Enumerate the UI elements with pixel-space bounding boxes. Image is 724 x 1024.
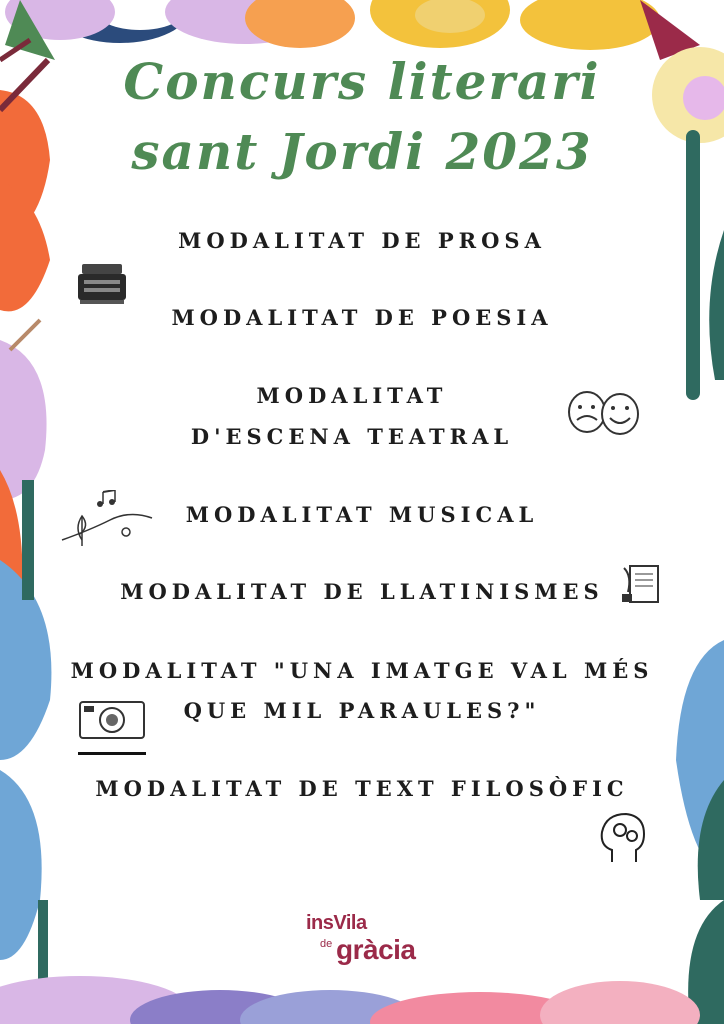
modality-prose: MODALITAT DE PROSA: [178, 228, 546, 253]
logo-text-gracia: gràcia: [336, 934, 416, 965]
modality-poetry: MODALITAT DE POESIA: [171, 305, 553, 330]
theatre-masks-icon: [565, 390, 645, 438]
school-logo: [306, 912, 424, 972]
modality-music: MODALITAT MUSICAL: [185, 502, 539, 527]
modality-latinisms: MODALITAT DE LLATINISMES: [120, 579, 604, 604]
camera-icon: [78, 698, 148, 758]
brain-gears-icon: [598, 810, 648, 866]
modality-philosophy: MODALITAT DE TEXT FILOSÒFIC: [95, 776, 629, 801]
typewriter-icon: [76, 260, 128, 306]
logo-text-ins-vila: insVila: [306, 912, 367, 934]
title-line-2: sant Jordi 2023: [131, 122, 593, 181]
logo-text-de: de: [320, 938, 333, 950]
modality-theatre-line-1: MODALITAT: [256, 383, 448, 408]
scroll-quill-icon: [620, 562, 664, 606]
modality-image-line-1: MODALITAT "UNA IMATGE VAL MÉS: [70, 658, 654, 683]
modality-theatre-line-2: D'ESCENA TEATRAL: [190, 424, 514, 449]
modality-image-line-2: QUE MIL PARAULES?": [183, 698, 541, 723]
music-notes-icon: [60, 490, 156, 550]
title-line-1: Concurs literari: [123, 52, 601, 111]
